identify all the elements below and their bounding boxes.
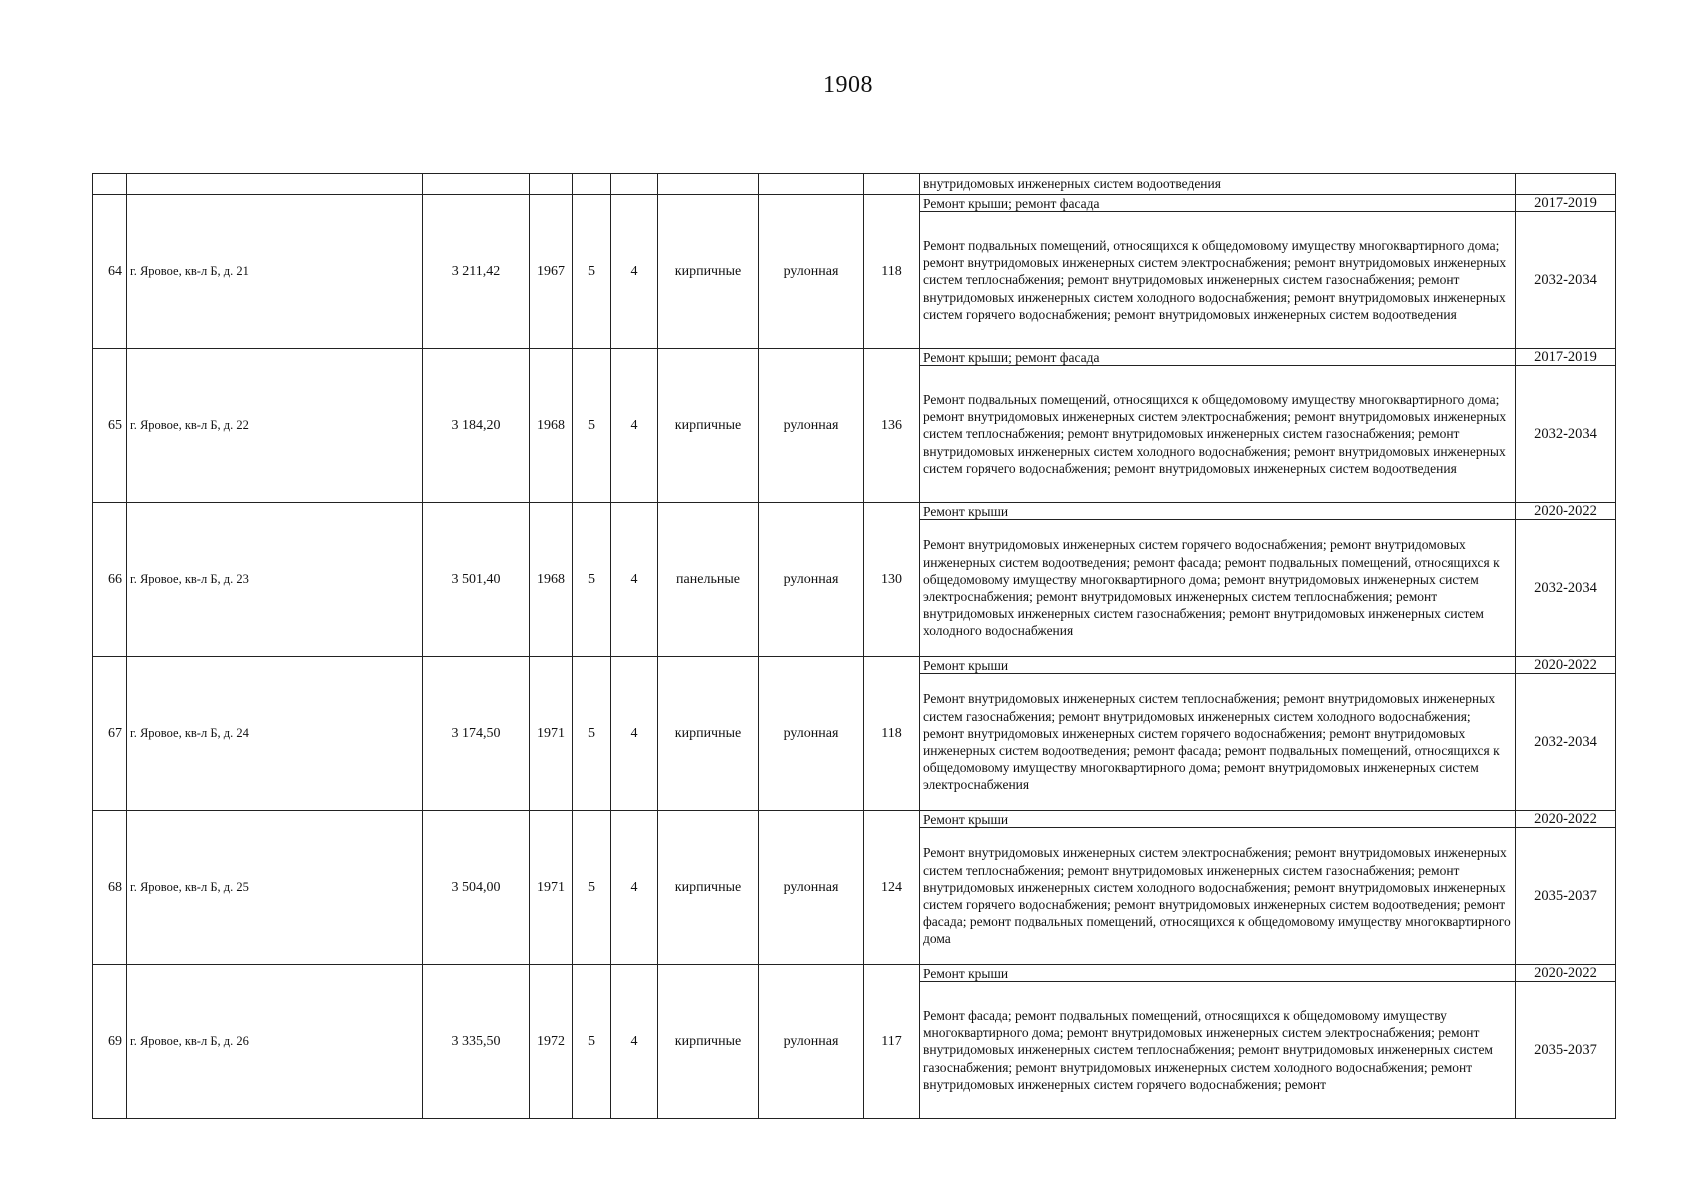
wall-material-cell: кирпичные — [658, 349, 759, 503]
roof-period-cell: 2017-2019 — [1516, 195, 1616, 212]
total-area-cell: 3 504,00 — [423, 811, 530, 965]
empty-cell — [759, 174, 864, 195]
house-row — [93, 503, 1616, 520]
other-period-cell: 2032-2034 — [1516, 520, 1616, 657]
roof-type-cell: рулонная — [759, 965, 864, 1119]
roof-type-cell: рулонная — [759, 195, 864, 349]
roof-period-cell: 2020-2022 — [1516, 965, 1616, 982]
entrances-cell: 4 — [611, 965, 658, 1119]
entrances-cell: 4 — [611, 811, 658, 965]
roof-type-cell: рулонная — [759, 657, 864, 811]
wall-material-cell: кирпичные — [658, 811, 759, 965]
roof-type-cell: рулонная — [759, 349, 864, 503]
floors-cell: 5 — [573, 349, 611, 503]
address-cell: г. Яровое, кв-л Б, д. 22 — [127, 349, 423, 503]
floors-cell: 5 — [573, 657, 611, 811]
wall-material-cell: панельные — [658, 503, 759, 657]
address-cell: г. Яровое, кв-л Б, д. 24 — [127, 657, 423, 811]
wall-material-cell: кирпичные — [658, 965, 759, 1119]
other-works-cell: Ремонт внутридомовых инженерных систем теплоснабжения; ремонт внутридомовых инженерных систем газоснабжения; ремонт внутридомовых инженерных систем холодного водоснабжения; ремонт внутридомовых инженерных систем горячего водоснабжения; ремонт внутридомовых инженерных систем водоотведения; ремонт фасада; ремонт подвальных помещений, относящихся к общедомовому имуществу многоквартирного дома; ремонт внутридомовых инженерных систем электроснабжения — [920, 674, 1516, 811]
roof-period-cell: 2017-2019 — [1516, 349, 1616, 366]
roof-period-cell: 2020-2022 — [1516, 657, 1616, 674]
house-row — [93, 965, 1616, 982]
floors-cell: 5 — [573, 811, 611, 965]
house-row — [93, 811, 1616, 828]
roof-type-cell: рулонная — [759, 811, 864, 965]
entrances-cell: 4 — [611, 657, 658, 811]
other-period-cell: 2032-2034 — [1516, 212, 1616, 349]
housing-repair-table — [92, 173, 1616, 1119]
address-cell: г. Яровое, кв-л Б, д. 25 — [127, 811, 423, 965]
year-built-cell: 1967 — [530, 195, 573, 349]
residents-cell: 124 — [864, 811, 920, 965]
other-period-cell: 2032-2034 — [1516, 674, 1616, 811]
roof-period-cell: 2020-2022 — [1516, 811, 1616, 828]
empty-cell — [423, 174, 530, 195]
other-works-cell: Ремонт внутридомовых инженерных систем горячего водоснабжения; ремонт внутридомовых инженерных систем водоотведения; ремонт фасада; ремонт подвальных помещений, относящихся к общедомовому имуществу многоквартирного дома; ремонт внутридомовых инженерных систем электроснабжения; ремонт внутридомовых инженерных систем теплоснабжения; ремонт внутридомовых инженерных систем газоснабжения; ремонт внутридомовых инженерных систем холодного водоснабжения — [920, 520, 1516, 657]
total-area-cell: 3 501,40 — [423, 503, 530, 657]
residents-cell: 136 — [864, 349, 920, 503]
floors-cell: 5 — [573, 965, 611, 1119]
continued-works-cell: внутридомовых инженерных систем водоотведения — [920, 174, 1516, 195]
total-area-cell: 3 211,42 — [423, 195, 530, 349]
residents-cell: 130 — [864, 503, 920, 657]
other-works-cell: Ремонт внутридомовых инженерных систем электроснабжения; ремонт внутридомовых инженерных систем теплоснабжения; ремонт внутридомовых инженерных систем газоснабжения; ремонт внутридомовых инженерных систем холодного водоснабжения; ремонт внутридомовых инженерных систем горячего водоснабжения; ремонт внутридомовых инженерных систем водоотведения; ремонт фасада; ремонт подвальных помещений, относящихся к общедомовому имуществу многоквартирного дома — [920, 828, 1516, 965]
empty-cell — [864, 174, 920, 195]
roof-work-cell: Ремонт крыши — [920, 657, 1516, 674]
house-number-cell: 67 — [93, 657, 127, 811]
house-number-cell: 65 — [93, 349, 127, 503]
roof-work-cell: Ремонт крыши — [920, 503, 1516, 520]
year-built-cell: 1971 — [530, 657, 573, 811]
residents-cell: 118 — [864, 195, 920, 349]
empty-cell — [530, 174, 573, 195]
roof-type-cell: рулонная — [759, 503, 864, 657]
total-area-cell: 3 174,50 — [423, 657, 530, 811]
year-built-cell: 1971 — [530, 811, 573, 965]
empty-cell — [611, 174, 658, 195]
entrances-cell: 4 — [611, 195, 658, 349]
wall-material-cell: кирпичные — [658, 195, 759, 349]
total-area-cell: 3 335,50 — [423, 965, 530, 1119]
table-body — [93, 174, 1616, 1119]
house-row — [93, 349, 1616, 366]
other-period-cell: 2035-2037 — [1516, 982, 1616, 1119]
address-cell: г. Яровое, кв-л Б, д. 23 — [127, 503, 423, 657]
address-cell: г. Яровое, кв-л Б, д. 21 — [127, 195, 423, 349]
roof-work-cell: Ремонт крыши — [920, 965, 1516, 982]
roof-work-cell: Ремонт крыши — [920, 811, 1516, 828]
other-works-cell: Ремонт фасада; ремонт подвальных помещений, относящихся к общедомовому имуществу многоквартирного дома; ремонт внутридомовых инженерных систем электроснабжения; ремонт внутридомовых инженерных систем теплоснабжения; ремонт внутридомовых инженерных систем газоснабжения; ремонт внутридомовых инженерных систем холодного водоснабжения; ремонт внутридомовых инженерных систем горячего водоснабжения; ремонт — [920, 982, 1516, 1119]
roof-work-cell: Ремонт крыши; ремонт фасада — [920, 349, 1516, 366]
other-works-cell: Ремонт подвальных помещений, относящихся к общедомовому имуществу многоквартирного дома; ремонт внутридомовых инженерных систем электроснабжения; ремонт внутридомовых инженерных систем теплоснабжения; ремонт внутридомовых инженерных систем газоснабжения; ремонт внутридомовых инженерных систем холодного водоснабжения; ремонт внутридомовых инженерных систем горячего водоснабжения; ремонт внутридомовых инженерных систем водоотведения — [920, 366, 1516, 503]
house-number-cell: 68 — [93, 811, 127, 965]
page-number: 1908 — [823, 72, 873, 98]
house-row — [93, 657, 1616, 674]
empty-cell — [127, 174, 423, 195]
house-number-cell: 69 — [93, 965, 127, 1119]
empty-cell — [658, 174, 759, 195]
empty-cell — [573, 174, 611, 195]
roof-period-cell: 2020-2022 — [1516, 503, 1616, 520]
year-built-cell: 1968 — [530, 349, 573, 503]
other-works-cell: Ремонт подвальных помещений, относящихся к общедомовому имуществу многоквартирного дома; ремонт внутридомовых инженерных систем электроснабжения; ремонт внутридомовых инженерных систем теплоснабжения; ремонт внутридомовых инженерных систем газоснабжения; ремонт внутридомовых инженерных систем холодного водоснабжения; ремонт внутридомовых инженерных систем горячего водоснабжения; ремонт внутридомовых инженерных систем водоотведения — [920, 212, 1516, 349]
entrances-cell: 4 — [611, 349, 658, 503]
other-period-cell: 2035-2037 — [1516, 828, 1616, 965]
address-cell: г. Яровое, кв-л Б, д. 26 — [127, 965, 423, 1119]
year-built-cell: 1968 — [530, 503, 573, 657]
empty-cell — [93, 174, 127, 195]
house-row — [93, 195, 1616, 212]
year-built-cell: 1972 — [530, 965, 573, 1119]
house-number-cell: 64 — [93, 195, 127, 349]
continuation-row — [93, 174, 1616, 195]
floors-cell: 5 — [573, 503, 611, 657]
floors-cell: 5 — [573, 195, 611, 349]
roof-work-cell: Ремонт крыши; ремонт фасада — [920, 195, 1516, 212]
total-area-cell: 3 184,20 — [423, 349, 530, 503]
residents-cell: 117 — [864, 965, 920, 1119]
residents-cell: 118 — [864, 657, 920, 811]
house-number-cell: 66 — [93, 503, 127, 657]
other-period-cell: 2032-2034 — [1516, 366, 1616, 503]
continued-period-cell — [1516, 174, 1616, 195]
wall-material-cell: кирпичные — [658, 657, 759, 811]
entrances-cell: 4 — [611, 503, 658, 657]
